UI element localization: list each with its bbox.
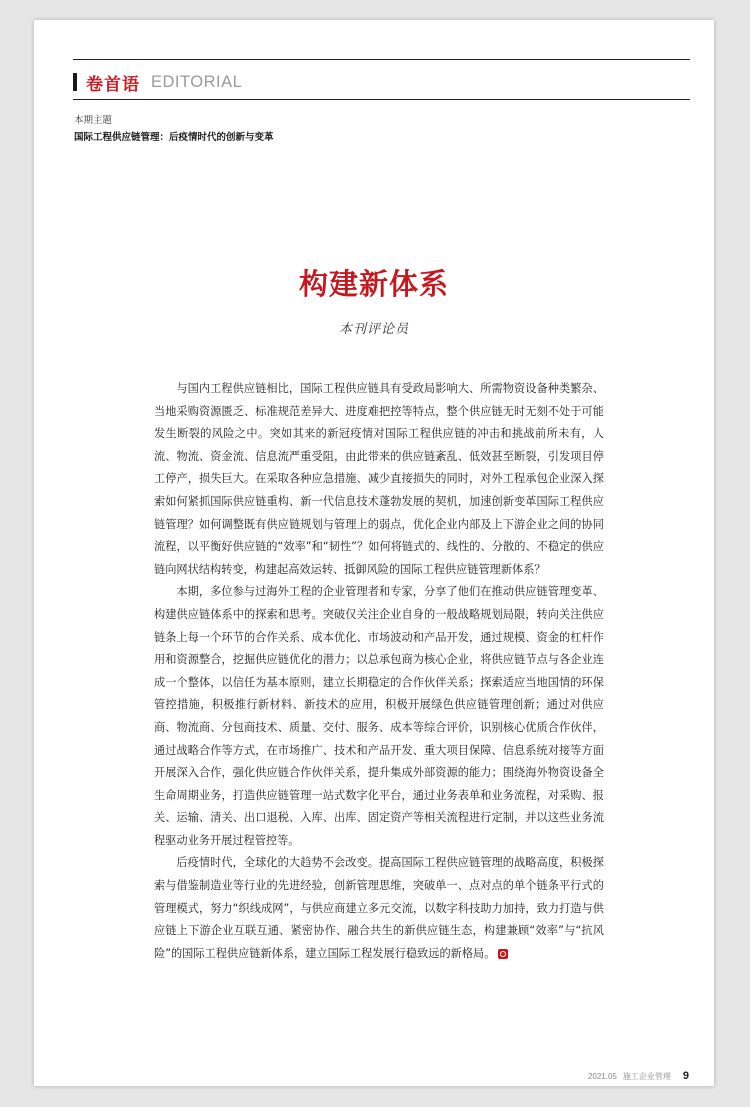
- page-footer: [588, 1070, 689, 1082]
- paragraph: 本期，多位参与过海外工程的企业管理者和专家，分享了他们在推动供应链管理变革、构建供应链体系中的探索和思考。突破仅关注企业自身的一般战略规划局限，转向关注供应链条上每一个环节的合作关系、成本优化、市场波动和产品开发，通过规模、资金的杠杆作用和资源整合，挖掘供应链优化的潜力；以总承包商为核心企业，将供应链节点与各企业连成一个整体，以信任为基本原则，建立长期稳定的合作伙伴关系；探索适应当地国情的环保管控措施，积极推行新材料、新技术的应用，积极开展绿色供应链管理创新；通过对供应商、物流商、分包商技术、质量、交付、服务、成本等综合评价，识别核心优质合作伙伴，通过战略合作等方式，在市场推广、技术和产品开发、重大项目保障、信息系统对接等方面开展深入合作，强化供应链合作伙伴关系，提升集成外部资源的能力；围绕海外物资设备全生命周期业务，打造供应链管理一站式数字化平台，通过业务表单和业务流程，对采购、报关、运输、清关、出口退税、入库、出库、固定资产等相关流程进行定制，并以这些业务流程驱动业务开展过程管控等。: [154, 585, 604, 847]
- paragraph: 与国内工程供应链相比，国际工程供应链具有受政局影响大、所需物资设备种类繁杂、当地采购资源匮乏、标准规范差异大、进度难把控等特点，整个供应链无时无刻不处于可能发生断裂的风险之中。突如其来的新冠疫情对国际工程供应链的冲击和挑战前所未有，人流、物流、资金流、信息流严重受阻，由此带来的供应链紊乱、低效甚至断裂，引发项目停工停产，损失巨大。在采取各种应急措施、减少直接损失的同时，对外工程承包企业深入探索如何紧抓国际供应链重构、新一代信息技术蓬勃发展的契机，加速创新变革国际工程供应链管理？如何调整既有供应链规划与管理上的弱点，优化企业内部及上下游企业之间的协同流程，以平衡好供应链的“效率”和“韧性”？如何将链式的、线性的、分散的、不稳定的供应链向网状结构转变，构建起高效运转、抵御风险的国际工程供应链管理新体系？: [154, 382, 604, 576]
- column-header: [73, 70, 242, 94]
- paragraph: [154, 852, 604, 965]
- paragraph-text: 后疫情时代，全球化的大趋势不会改变。提高国际工程供应链管理的战略高度，积极探索与借鉴制造业等行业的先进经验，创新管理思维，突破单一、点对点的单个链条平行式的管理模式，努力“织线成网”，与供应商建立多元交流，以数字科技助力加持，致力打造与供应链上下游企业互联互通、紧密协作、融合共生的新供应链生态，构建兼顾“效率”与“抗风险”的国际工程供应链新体系，建立国际工程发展行稳致远的新格局。: [154, 856, 604, 960]
- footer-date: 2021.05: [587, 1072, 617, 1081]
- article-byline: 本刊评论员: [338, 322, 409, 337]
- article-body: [154, 378, 604, 965]
- footer-magazine: 施工企业管理: [622, 1072, 671, 1081]
- column-title-cn: 卷首语: [86, 74, 140, 95]
- page-number: 9: [682, 1070, 689, 1082]
- article-title: 构建新体系: [298, 267, 449, 301]
- end-mark-icon: [498, 949, 508, 959]
- column-title-en: EDITORIAL: [151, 72, 243, 91]
- magazine-page: [34, 20, 714, 1086]
- header-rule: [73, 99, 690, 100]
- issue-label: 本期主题: [74, 115, 113, 126]
- issue-subject: 国际工程供应链管理：后疫情时代的创新与变革: [74, 132, 274, 143]
- header-bar: [73, 73, 77, 91]
- top-rule: [73, 59, 690, 60]
